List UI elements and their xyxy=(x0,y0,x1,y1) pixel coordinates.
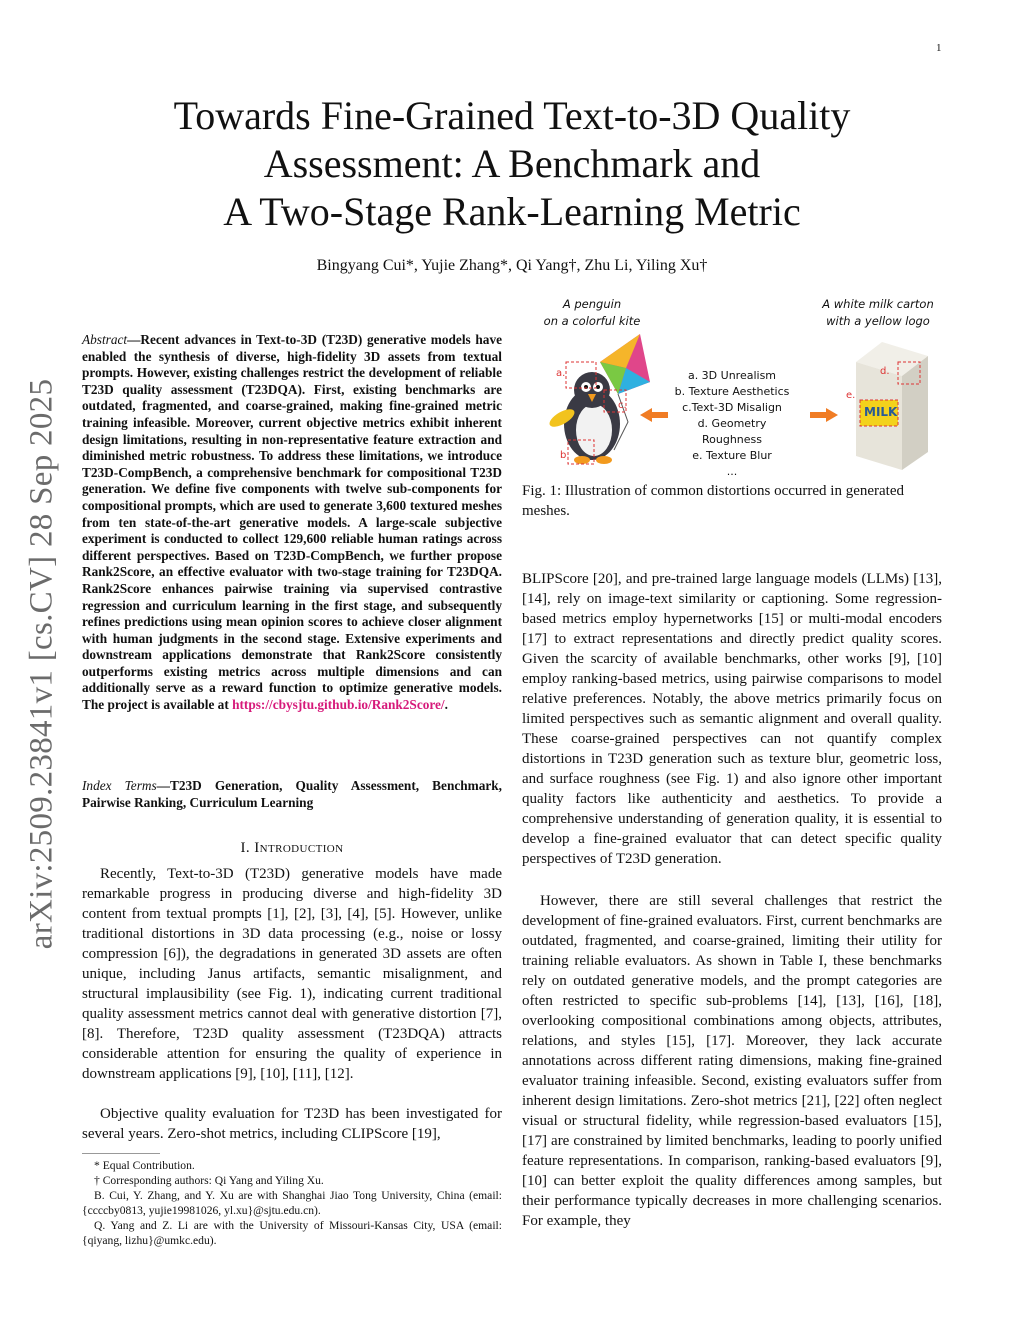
right-prompt-caption: A white milk carton with a yellow logo xyxy=(822,297,934,328)
abstract-text: —Recent advances in Text-to-3D (T23D) generative models have enabled the synthesis of diverse, high-fidelity 3D assets from textual prompts. However, existing challenges restrict the development of reliable T23D quality assessment (T23DQA). First, existing benchmarks are outdated, fragmented, and coarse-grained, making fine-grained metric training infeasible. Moreover, current objective metrics exhibit inherent design limitations, resulting in non-representative feature extraction and diminished metric robustness. To address these limitations, we introduce T23D-CompBench, a comprehensive benchmark for compositional T23D generation. We define five components with twelve sub-components for compositional prompts, which are used to generate 3,600 textured meshes from ten state-of-the-art generative models. A large-scale subjective experiment is conducted to collect 129,600 reliable human ratings across different perspectives. Based on T23D-CompBench, we further propose Rank2Score, an effective evaluator with two-stage training for T23DQA. Rank2Score enhances pairwise training via supervised contrastive regression and curriculum learning in the first stage, and subsequently refines predictions using mean opinion scores to achieve closer alignment with human judgments in the second stage. Extensive experiments and downstream applications demonstrate that Rank2Score consistently outperforms existing metrics across multiple dimensions and can additionally serve as a reward function to optimize generative models. The project is available at xyxy=(82,332,502,713)
section-number: I. xyxy=(240,840,251,856)
paper-title xyxy=(100,92,924,236)
footnotes xyxy=(82,1158,502,1248)
arxiv-watermark xyxy=(23,372,60,956)
figure-1 xyxy=(522,296,942,478)
marker-d: d. xyxy=(880,366,890,377)
marker-e: e. xyxy=(846,390,856,401)
left-arrow-icon xyxy=(640,408,668,422)
body-paragraph: BLIPScore [20], and pre-trained large language models (LLMs) [13], [14], rely on image-text similarity or captioning. Some regression-based metrics employ hypernetworks [15] or multi-modal encoders [17] to extract representations and directly predict quality scores. Given the scarcity of available benchmarks, other works [9], [10] employ ranking-based metrics, using pairwise comparisons to model relative preferences. Notably, the above metrics primarily focus on limited perspectives such as semantic alignment and overall quality. These coarse-grained perspectives can not quantify complex distortions in T23D generation such as texture blur, geometric loss, and surface roughness (see Fig. 1) and also ignore other important quality factors like authenticity and aesthetics. To provide a comprehensive understanding of generation quality, it is essential to develop a fine-grained evaluator that can detect specific quality perspectives of T23D generation. xyxy=(522,571,942,867)
index-terms xyxy=(82,778,502,811)
index-terms-text: —T23D Generation, Quality Assessment, Benchmark, Pairwise Ranking, Curriculum Learning xyxy=(82,778,502,810)
distortion-list xyxy=(666,368,798,480)
right-arrow-icon xyxy=(810,408,838,422)
marker-a: a. xyxy=(556,368,566,379)
distortion-item: a. 3D Unrealism xyxy=(687,369,777,382)
abstract-label: Abstract xyxy=(82,332,128,347)
footnote: † Corresponding authors: Qi Yang and Yiling Xu. xyxy=(94,1174,324,1187)
arxiv-id: arXiv:2509.23841v1 [cs.CV] 28 Sep 2025 xyxy=(23,378,60,950)
milk-logo: MILK xyxy=(864,405,898,419)
project-link[interactable]: https://cbysjtu.github.io/Rank2Score/ xyxy=(232,697,445,713)
penguin-kite-image xyxy=(522,332,672,472)
abstract: Abstract—Recent advances in Text-to-3D (T23D) generative models have enabled the synthesis of diverse, high-fidelity 3D assets from textual prompts. However, existing challenges restrict the development of reliable T23D quality assessment (T23DQA). First, existing benchmarks are outdated, fragmented, and coarse-grained, making fine-grained metric training infeasible. Moreover, current objective metrics exhibit inherent design limitations, resulting in non-representative feature extraction and diminished metric robustness. To address these limitations, we introduce T23D-CompBench, a comprehensive benchmark for compositional T23D generation. We define five components with twelve sub-components for compositional prompts, which are used to generate 3,600 textured meshes from ten state-of-the-art generative models. A large-scale subjective experiment is conducted to collect 129,600 reliable human ratings across different perspectives. Based on T23D-CompBench, we further propose Rank2Score, an effective evaluator with two-stage training for T23DQA. Rank2Score enhances pairwise training via supervised contrastive regression and curriculum learning in the first stage, and subsequently refines predictions using mean opinion scores to achieve closer alignment with human judgments in the second stage. Extensive experiments and downstream applications demonstrate that Rank2Score consistently outperforms existing metrics across multiple dimensions and can additionally serve as a reward function to optimize generative models. The project is available at https://cbysjtu.github.io/Rank2Score/. xyxy=(82,332,502,713)
section-title: Introduction xyxy=(254,840,344,856)
footnote-divider xyxy=(82,1153,160,1154)
marker-b: b. xyxy=(560,450,570,461)
body-paragraph: However, there are still several challenges that restrict the development of fine-grained evaluators. First, current benchmarks are outdated, fragmented, and coarse-grained, limiting their utility for training reliable evaluators. As shown in Table I, these benchmarks rely on outdated generative models, and the prompt categories are often restricted to specific sub-problems [14], [13], [16], [18], overlooking compositional combinations among objects, attributes, relations, and styles [15], [17]. Moreover, they lack accurate annotations across different rating dimensions, making fine-grained evaluator training infeasible. Second, existing evaluators suffer from inherent design limitations. Zero-shot metrics [21], [22] often neglect visual or structural fidelity, while regression-based evaluators [15], [17] are constrained by limited benchmarks, leading to poorly unified feature representations. In comparison, ranking-based evaluators [9], [10] can better exploit the quality differences among samples, but their performance typically decreases in more challenging scenarios. For example, they xyxy=(522,893,942,1229)
section-heading xyxy=(82,840,502,857)
marker-c: c. xyxy=(618,400,627,411)
distortion-item: ... xyxy=(726,465,738,478)
intro-paragraph: Recently, Text-to-3D (T23D) generative models have made remarkable progress in producing diverse and high-fidelity 3D content from textual prompts [1], [2], [3], [4], [5]. However, unlike traditional distortions in 3D data processing (e.g., noise or lossy compression [6]), the degradations in generated 3D assets are often unique, including Janus artifacts, semantic misalignment, and structural implausibility (see Fig. 1), indicating current traditional quality assessment metrics cannot deal with generative distortion [7], [8]. Therefore, T23D quality assessment (T23DQA) attracts considerable attention for ensuring the quality of experience in downstream applications [9], [10], [11], [12]. xyxy=(82,866,502,1082)
milk-carton-image xyxy=(842,334,938,474)
left-prompt-caption: A penguin on a colorful kite xyxy=(543,297,641,328)
author-list: Bingyang Cui*, Yujie Zhang*, Qi Yang†, Zhu Li, Yiling Xu† xyxy=(316,257,708,274)
title-line: A Two-Stage Rank-Learning Metric xyxy=(223,189,801,234)
distortion-item: e. Texture Blur xyxy=(692,449,772,462)
footnote: Q. Yang and Z. Li are with the University of Missouri-Kansas City, USA (email: {qiyang, lizhu}@umkc.edu). xyxy=(82,1219,502,1247)
footnote: * Equal Contribution. xyxy=(94,1159,195,1172)
intro-paragraph: Objective quality evaluation for T23D has been investigated for several years. Zero-shot metrics, including CLIPScore [19], xyxy=(82,1106,502,1142)
index-terms-label: Index Terms xyxy=(82,778,157,793)
title-line: Towards Fine-Grained Text-to-3D Quality xyxy=(173,93,851,138)
distortion-item: b. Texture Aesthetics xyxy=(674,385,790,398)
page-number: 1 xyxy=(936,42,942,54)
footnote: B. Cui, Y. Zhang, and Y. Xu are with Shanghai Jiao Tong University, China (email: {ccccby0813, yujie19981026, yl.xu}@sjtu.edu.cn). xyxy=(82,1189,502,1217)
distortion-item: c.Text-3D Misalign xyxy=(682,401,782,414)
figure-caption: Fig. 1: Illustration of common distortions occurred in generated meshes. xyxy=(522,483,905,519)
distortion-item: d. Geometry Roughness xyxy=(697,417,767,446)
title-line: Assessment: A Benchmark and xyxy=(263,141,761,186)
